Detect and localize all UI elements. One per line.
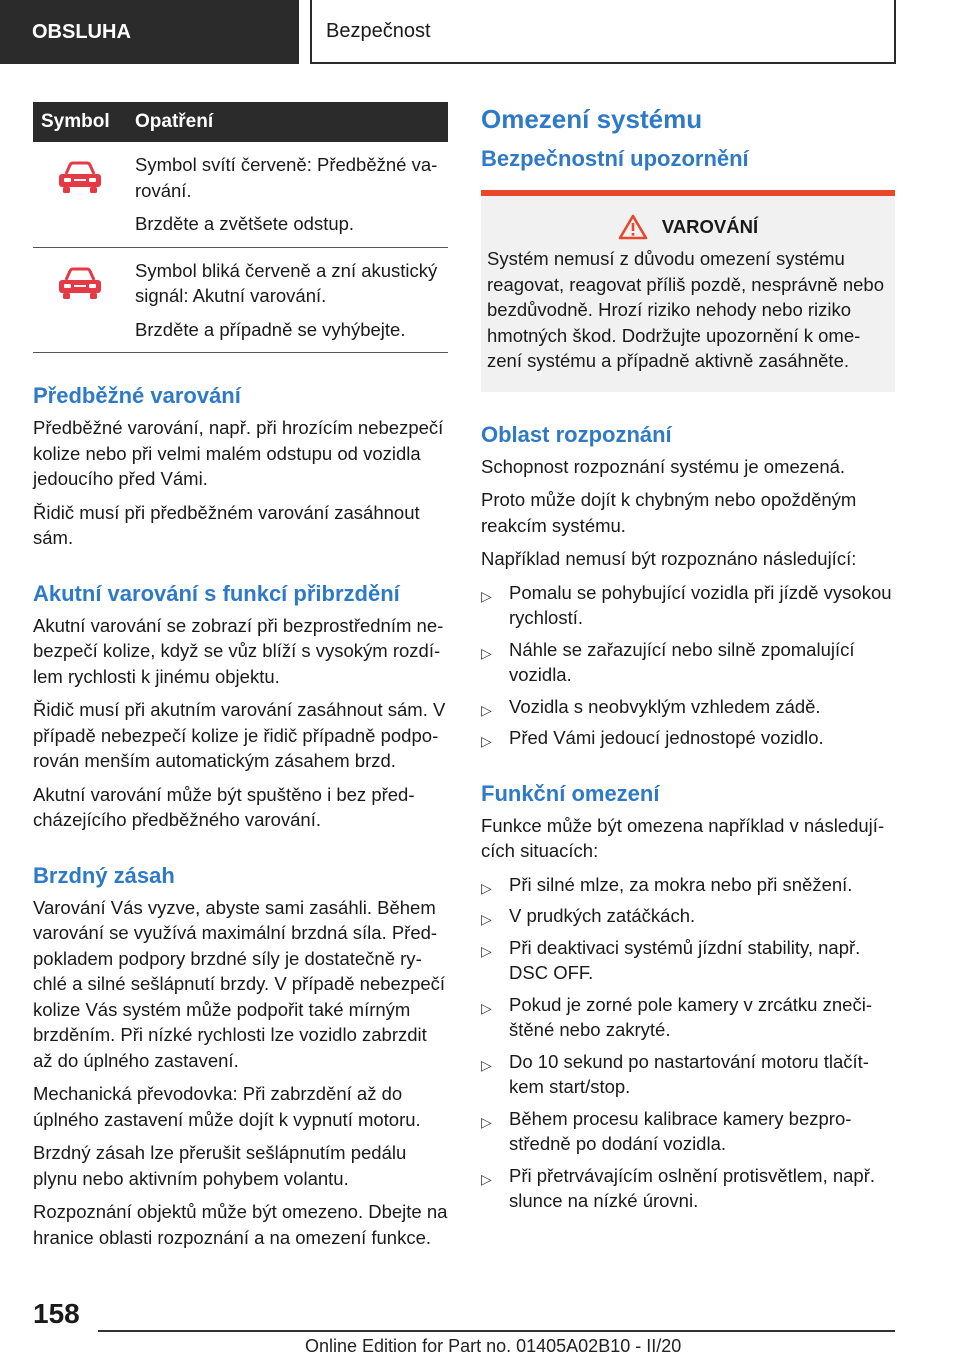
paragraph: Funkce může být omezena například v následujících situacích: xyxy=(481,814,885,861)
section-tab xyxy=(0,0,299,64)
heading-acute-warning: Akutní varování s funkcí přibrzdění xyxy=(33,580,400,606)
triangle-bullet-icon: ▷ xyxy=(481,587,492,604)
table-row xyxy=(33,142,448,247)
list-item: ▷ Náhle se zařazující nebo silně zpomalující vozidla. xyxy=(481,638,855,685)
table-text: Brzděte a případně se vyhýbejte. xyxy=(135,318,406,340)
table-text: Symbol bliká červeně a zní akustický signál: Akutní varování. xyxy=(135,259,438,306)
list-item: ▷ Do 10 sekund po nastartování motoru tlačítkem start/stop. xyxy=(481,1050,869,1097)
warning-title: VAROVÁNÍ xyxy=(661,216,759,237)
triangle-bullet-icon: ▷ xyxy=(481,644,492,661)
heading-safety-notes: Bezpečnostní upozornění xyxy=(481,146,749,171)
table-cell-symbol xyxy=(33,142,127,247)
symbol-table xyxy=(33,102,448,353)
left-column xyxy=(33,102,448,1258)
edition-note: Online Edition for Part no. 01405A02B10 - II/20 xyxy=(305,1336,682,1356)
table-cell-action xyxy=(127,142,448,247)
paragraph: Proto může dojít k chybným nebo opožděným reakcím systému. xyxy=(481,489,857,536)
triangle-bullet-icon: ▷ xyxy=(481,701,492,718)
right-column xyxy=(481,102,895,1222)
table-header-symbol: Symbol xyxy=(33,102,127,142)
list-item: ▷ Během procesu kalibrace kamery bezprostředně po dodání vozidla. xyxy=(481,1107,852,1154)
heading-system-limits: Omezení systému xyxy=(481,104,703,134)
paragraph: Schopnost rozpoznání systému je omezená. xyxy=(481,455,846,477)
car-warning-icon xyxy=(56,160,104,196)
triangle-bullet-icon: ▷ xyxy=(481,999,492,1016)
chapter-label: Bezpečnost xyxy=(326,19,431,42)
paragraph: Mechanická převodovka: Při zabrzdění až do úplného zastavení může dojít k vypnutí motoru. xyxy=(33,1083,421,1130)
car-warning-icon xyxy=(56,266,104,302)
table-text: Brzděte a zvětšete odstup. xyxy=(135,213,355,234)
table-cell-symbol xyxy=(33,247,127,353)
paragraph: Předběžné varování, např. při hrozícím nebezpečí kolize nebo při velmi malém odstupu od vozidla jedoucího před Vámi. xyxy=(33,417,444,489)
triangle-bullet-icon: ▷ xyxy=(481,1056,492,1073)
warning-title-row xyxy=(487,214,889,240)
heading-brake-intervention: Brzdný zásah xyxy=(33,862,175,888)
triangle-bullet-icon: ▷ xyxy=(481,942,492,959)
detection-list xyxy=(481,580,895,751)
list-item: ▷ Při silné mlze, za mokra nebo při sněžení. xyxy=(481,872,895,898)
warning-text: Systém nemusí z důvodu omezení systému reagovat, reagovat příliš pozdě, nesprávně nebo bezdůvodně. Hrozí riziko nehody nebo riziko hmotných škod. Dodržujte upozornění k omezení systému a případně aktivně zasáhněte. xyxy=(487,248,884,371)
table-header-action: Opatření xyxy=(127,102,448,142)
paragraph: Brzdný zásah lze přerušit sešlápnutím pedálu plynu nebo aktivním pohybem volantu. xyxy=(33,1142,407,1189)
section-label: OBSLUHA xyxy=(32,20,131,43)
list-item: ▷ Při deaktivaci systémů jízdní stability, např. DSC OFF. xyxy=(481,936,861,983)
chapter-header xyxy=(310,0,896,64)
paragraph: Rozpoznání objektů může být omezeno. Dbejte na hranice oblasti rozpoznání a na omezení funkce. xyxy=(33,1201,448,1248)
triangle-bullet-icon: ▷ xyxy=(481,911,492,927)
paragraph: Varování Vás vyzve, abyste sami zasáhli. Během varování se využívá maximální brzdná síla. Předpokladem podpory brzdné síly je dostatečně rychlé a silné sešlápnutí brzdy. V případě nebezpečí kolize Vás systém může podpořit také mírným brzděním. Při nízké rychlosti lze vozidlo zabrzdit až do úplného zastavení. xyxy=(33,896,446,1071)
heading-detection-range: Oblast rozpoznání xyxy=(481,421,672,447)
paragraph: Akutní varování může být spuštěno i bez předcházejícího předběžného varování. xyxy=(33,783,415,830)
table-text: Symbol svítí červeně: Předběžné varování. xyxy=(135,154,438,201)
list-item: ▷ V prudkých zatáčkách. xyxy=(481,903,895,929)
page-number: 158 xyxy=(33,1298,80,1329)
paragraph: Například nemusí být rozpoznáno následující: xyxy=(481,548,857,569)
list-item: ▷ Pomalu se pohybující vozidla při jízdě vysokou rychlostí. xyxy=(481,581,892,628)
triangle-bullet-icon: ▷ xyxy=(481,1170,492,1187)
list-item: ▷ Při přetrvávajícím oslnění protisvětlem, např. slunce na nízké úrovni. xyxy=(481,1164,876,1211)
triangle-bullet-icon: ▷ xyxy=(481,1113,492,1130)
warning-triangle-icon xyxy=(618,214,648,240)
triangle-bullet-icon: ▷ xyxy=(481,879,492,896)
triangle-bullet-icon: ▷ xyxy=(481,733,492,749)
paragraph: Akutní varování se zobrazí při bezprostředním nebezpečí kolize, když se vůz blíží s vysokým rozdílem rychlosti k jinému objektu. xyxy=(33,614,444,687)
heading-function-limits: Funkční omezení xyxy=(481,780,660,806)
paragraph: Řidič musí při předběžném varování zasáhnout sám. xyxy=(33,501,420,548)
table-row xyxy=(33,247,448,353)
list-item: ▷ Vozidla s neobvyklým vzhledem zádě. xyxy=(481,694,895,720)
footer-divider xyxy=(98,1330,895,1332)
heading-pre-warning: Předběžné varování xyxy=(33,383,241,408)
warning-box xyxy=(481,196,895,392)
paragraph: Řidič musí při akutním varování zasáhnout sám. V případě nebezpečí kolize je řidič případně podporován menším automatickým zásahem brzd. xyxy=(33,699,446,771)
function-limits-list xyxy=(481,872,895,1214)
table-header-row xyxy=(33,102,448,142)
table-cell-action xyxy=(127,247,448,353)
list-item: ▷ Pokud je zorné pole kamery v zrcátku znečištěné nebo zakryté. xyxy=(481,993,872,1040)
list-item: ▷ Před Vámi jedoucí jednostopé vozidlo. xyxy=(481,725,895,751)
